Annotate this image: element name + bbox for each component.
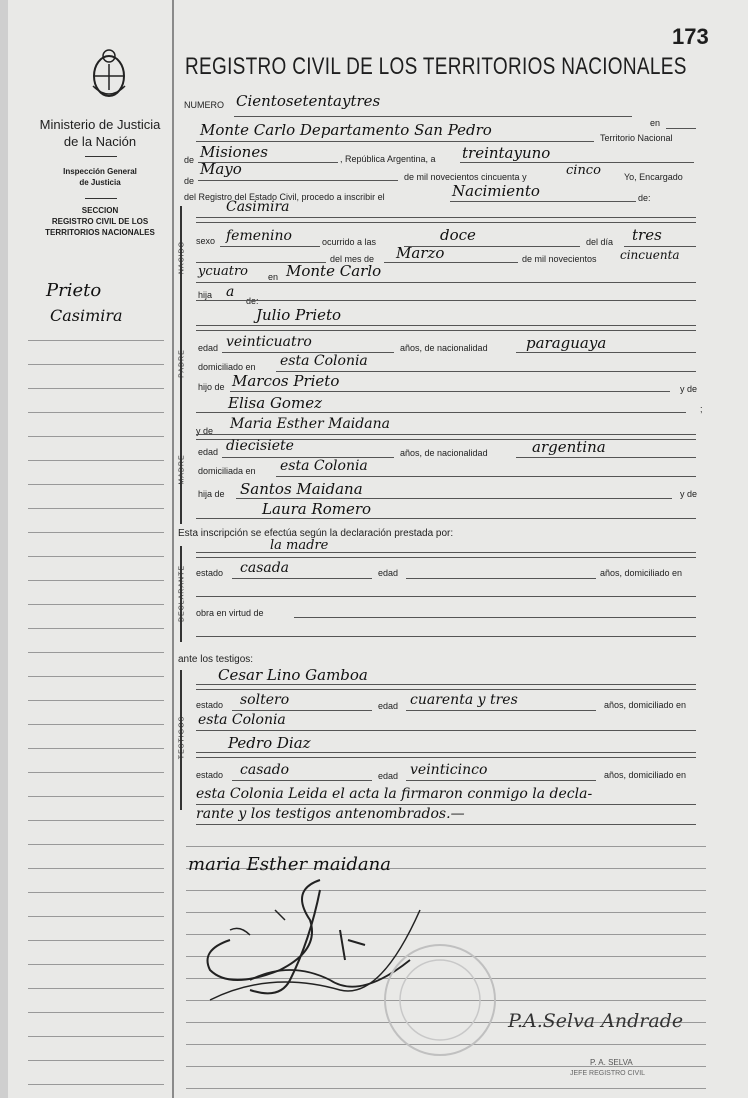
- label-del-mes: del mes de: [330, 254, 375, 264]
- label-y-de-father: y de: [680, 384, 698, 394]
- page-title: REGISTRO CIVIL DE LOS TERRITORIOS NACIONALES: [185, 54, 687, 81]
- entry-year-suffix: cinco: [566, 163, 601, 178]
- inspection-line-1: Inspección General: [63, 167, 137, 176]
- label-edad-w1: edad: [378, 701, 399, 711]
- margin-ruled-line: [28, 436, 164, 437]
- entry-birth-month: Marzo: [396, 244, 445, 262]
- label-hija: hija: [198, 290, 213, 300]
- label-en: en: [650, 118, 661, 128]
- margin-ruled-line: [28, 580, 164, 581]
- entry-numero: Cientosetentaytres: [236, 92, 381, 110]
- label-yo-encargado: Yo, Encargado: [624, 172, 683, 182]
- margin-ruled-line: [28, 340, 164, 341]
- label-y-de-mother: y de: [680, 489, 698, 499]
- margin-surname: Prieto: [46, 280, 102, 301]
- label-ocurrido: ocurrido a las: [322, 237, 377, 247]
- label-numero: NUMERO: [184, 100, 224, 110]
- label-anos-dom-w1: años, domiciliado en: [604, 700, 687, 710]
- margin-ruled-line: [28, 1036, 164, 1037]
- label-estado-w2: estado: [196, 770, 224, 780]
- label-sexo: sexo: [196, 236, 216, 246]
- label-anos-nac-father: años, de nacionalidad: [400, 343, 488, 353]
- side-label-madre: MADRE: [178, 454, 186, 485]
- entry-child-name: Casimira: [226, 199, 290, 215]
- entry-mother-mother: Laura Romero: [262, 500, 372, 518]
- entry-birth-place: Monte Carlo: [286, 262, 382, 280]
- label-edad-declarant: edad: [378, 568, 399, 578]
- margin-ruled-line: [28, 988, 164, 989]
- label-edad-father: edad: [198, 343, 219, 353]
- margin-ruled-line: [28, 556, 164, 557]
- entry-month: Mayo: [200, 160, 242, 178]
- margin-ruled-line: [28, 460, 164, 461]
- margin-ruled-line: [28, 964, 164, 965]
- margin-ruled-line: [28, 604, 164, 605]
- label-testigos: ante los testigos:: [178, 654, 254, 665]
- entry-mother-domicile: esta Colonia: [280, 458, 368, 474]
- label-de-mil-nov: de mil novecientos: [522, 254, 597, 264]
- margin-ruled-line: [28, 508, 164, 509]
- signature-ruled-line: [186, 1088, 706, 1089]
- page-divider: [172, 0, 174, 1098]
- entry-witness1-domicile: esta Colonia: [198, 712, 286, 728]
- label-de-1: de: [184, 155, 195, 165]
- margin-ruled-line: [28, 772, 164, 773]
- entry-declarant: la madre: [270, 538, 329, 553]
- page-number: 173: [672, 24, 709, 49]
- entry-father-name: Julio Prieto: [256, 306, 342, 324]
- section-line-1: REGISTRO CIVIL DE LOS: [51, 217, 149, 226]
- entry-birth-year-1: cincuenta: [620, 248, 680, 262]
- label-semicolon: ;: [700, 404, 703, 414]
- entry-father-domicile: esta Colonia: [280, 353, 368, 369]
- margin-ruled-line: [28, 700, 164, 701]
- label-estado-declarant: estado: [196, 568, 224, 578]
- side-label-testigos: TESTIGOS: [178, 715, 186, 760]
- margin-ruled-line: [28, 844, 164, 845]
- margin-ruled-line: [28, 628, 164, 629]
- entry-mother-name: Maria Esther Maidana: [230, 416, 390, 432]
- label-republica: , República Argentina, a: [340, 154, 436, 164]
- side-label-nacido: NACIDO: [178, 240, 186, 275]
- margin-ruled-line: [28, 748, 164, 749]
- entry-filiation: a: [226, 284, 235, 300]
- entry-closing-line: rante y los testigos antenombrados.—: [196, 806, 465, 822]
- ministry-line-1: Ministerio de Justicia: [39, 117, 161, 132]
- label-de-end: de:: [638, 193, 651, 203]
- entry-witness2-domicile: esta Colonia Leida el acta la firmaron conmigo la decla-: [196, 786, 593, 802]
- official-seal-stamp: [380, 940, 500, 1060]
- label-de-colon: de:: [246, 296, 259, 306]
- entry-witness1-name: Cesar Lino Gamboa: [218, 666, 368, 684]
- margin-ruled-line: [28, 724, 164, 725]
- margin-ruled-line: [28, 820, 164, 821]
- label-edad-mother: edad: [198, 447, 219, 457]
- label-hijo-de: hijo de: [198, 382, 225, 392]
- label-hija-de: hija de: [198, 489, 225, 499]
- entry-witness2-name: Pedro Diaz: [228, 734, 311, 752]
- label-y-de-start: y de: [196, 426, 214, 436]
- margin-ruled-line: [28, 484, 164, 485]
- signature-ruled-line: [186, 846, 706, 847]
- label-inscripcion: Esta inscripción se efectúa según la declaración prestada por:: [178, 528, 454, 539]
- margin-ruled-line: [28, 364, 164, 365]
- entry-witness1-age: cuarenta y tres: [410, 692, 518, 708]
- entry-father-mother: Elisa Gomez: [228, 394, 322, 412]
- officer-stamp-line-2: JEFE REGISTRO CIVIL: [570, 1070, 646, 1077]
- entry-father-nationality: paraguaya: [526, 334, 607, 352]
- entry-witness2-age: veinticinco: [410, 762, 488, 778]
- ministry-line-2: de la Nación: [63, 134, 137, 149]
- label-domiciliado-father: domiciliado en: [198, 362, 256, 372]
- entry-witness1-state: soltero: [240, 692, 290, 708]
- entry-witness2-state: casado: [240, 762, 290, 778]
- entry-place: Monte Carlo Departamento San Pedro: [200, 121, 492, 139]
- label-domiciliada-mother: domiciliada en: [198, 466, 256, 476]
- label-edad-w2: edad: [378, 771, 399, 781]
- entry-territory: Misiones: [200, 143, 268, 161]
- coat-of-arms-icon: [88, 46, 130, 102]
- entry-mother-nationality: argentina: [532, 438, 606, 456]
- margin-ruled-line: [28, 892, 164, 893]
- label-anos-dom-declarant: años, domiciliado en: [600, 568, 683, 578]
- margin-ruled-line: [28, 940, 164, 941]
- label-de-mil: de mil novecientos cincuenta y: [404, 172, 527, 182]
- label-estado-w1: estado: [196, 700, 224, 710]
- entry-father-father: Marcos Prieto: [232, 372, 340, 390]
- declarant-signature: maria Esther maidana: [188, 854, 391, 875]
- entry-declarant-state: casada: [240, 560, 290, 576]
- label-obra: obra en virtud de: [196, 608, 264, 618]
- officer-stamp-line-1: P. A. SELVA: [590, 1058, 633, 1067]
- margin-ruled-line: [28, 916, 164, 917]
- entry-mother-age: diecisiete: [226, 438, 294, 454]
- label-anos-nac-mother: años, de nacionalidad: [400, 448, 488, 458]
- entry-sex: femenino: [226, 228, 292, 244]
- label-en: en: [268, 272, 279, 282]
- margin-ruled-line: [28, 1084, 164, 1085]
- margin-ruled-line: [28, 652, 164, 653]
- entry-father-age: veinticuatro: [226, 334, 312, 350]
- inspection-line-2: de Justicia: [79, 178, 121, 187]
- entry-birth-day: tres: [632, 226, 662, 244]
- officer-signature: P.A.Selva Andrade: [508, 1010, 684, 1032]
- left-page-edge: [0, 0, 8, 1098]
- section-line-2: TERRITORIOS NACIONALES: [45, 228, 155, 237]
- margin-ruled-line: [28, 796, 164, 797]
- margin-ruled-line: [28, 1012, 164, 1013]
- label-anos-dom-w2: años, domiciliado en: [604, 770, 687, 780]
- label-de-2: de: [184, 176, 195, 186]
- margin-ruled-line: [28, 1060, 164, 1061]
- margin-ruled-line: [28, 388, 164, 389]
- margin-ruled-line: [28, 676, 164, 677]
- entry-hour: doce: [440, 226, 476, 244]
- entry-act-type: Nacimiento: [452, 182, 540, 200]
- margin-ruled-line: [28, 532, 164, 533]
- entry-mother-father: Santos Maidana: [240, 480, 363, 498]
- side-label-declarante: DECLARANTE: [178, 564, 186, 623]
- margin-ruled-line: [28, 868, 164, 869]
- label-del-dia: del día: [586, 237, 614, 247]
- label-del-registro: del Registro del Estado Civil, procedo a inscribir el: [184, 192, 385, 202]
- margin-given-name: Casimira: [50, 306, 123, 325]
- section-label: SECCION: [81, 206, 119, 215]
- side-label-padre: PADRE: [178, 349, 186, 378]
- label-territorio: Territorio Nacional: [600, 133, 673, 143]
- entry-birth-year-2: ycuatro: [198, 264, 249, 279]
- entry-day: treintayuno: [462, 144, 551, 162]
- margin-ruled-line: [28, 412, 164, 413]
